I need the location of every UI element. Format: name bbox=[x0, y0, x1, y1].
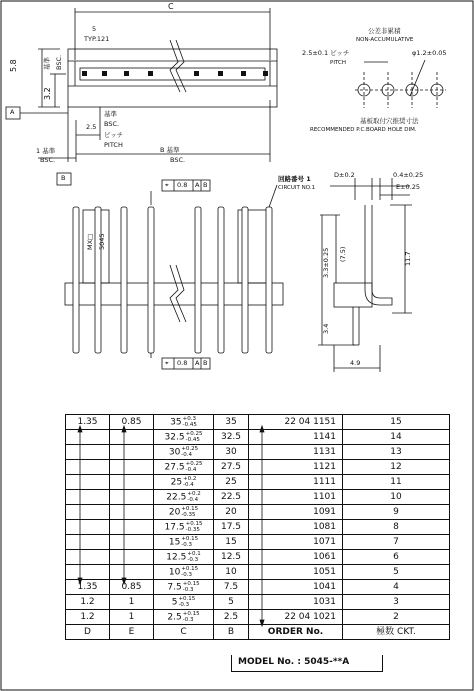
table-row bbox=[66, 520, 450, 535]
cell-d: 1.35 bbox=[66, 580, 110, 595]
circuit-en: CIRCUIT NO.1 bbox=[278, 185, 316, 191]
cell-c: 12.5 +0.1 -0.3 bbox=[154, 550, 214, 565]
cell-c: 5 +0.15 -0.3 bbox=[154, 595, 214, 610]
typ-label: TYP.121 bbox=[84, 35, 110, 43]
cell-d bbox=[66, 490, 110, 505]
kijun-v: 基準 bbox=[43, 57, 51, 70]
dim-33: 3.3±0.25 bbox=[322, 247, 330, 278]
cell-ckt: 12 bbox=[343, 460, 450, 475]
header-ckt: 極数 CKT. bbox=[343, 625, 450, 640]
cell-d bbox=[66, 460, 110, 475]
cell-b: 17.5 bbox=[214, 520, 249, 535]
dim-d: D±0.2 bbox=[334, 171, 355, 179]
gdt-top-a: A bbox=[195, 181, 200, 189]
cell-ckt: 7 bbox=[343, 535, 450, 550]
bsc-b: BSC. bbox=[170, 156, 186, 164]
cell-order: 1031 bbox=[249, 595, 343, 610]
cell-order: 22 04 1021 bbox=[249, 610, 343, 625]
table-row bbox=[66, 460, 450, 475]
pitch-dim: 2.5±0.1 ピッチ bbox=[302, 49, 350, 57]
table-row bbox=[66, 550, 450, 565]
cell-e: 1 bbox=[110, 610, 154, 625]
gdt-bottom-val: 0.8 bbox=[177, 359, 188, 367]
cell-c: 22.5 +0.2 -0.4 bbox=[154, 490, 214, 505]
header-order: ORDER No. bbox=[249, 625, 343, 640]
cell-e: 1 bbox=[110, 595, 154, 610]
cell-b: 30 bbox=[214, 445, 249, 460]
cell-b: 15 bbox=[214, 535, 249, 550]
cell-d: 1.2 bbox=[66, 610, 110, 625]
cell-e bbox=[110, 475, 154, 490]
cell-ckt: 15 bbox=[343, 415, 450, 430]
cell-e bbox=[110, 460, 154, 475]
gdt-top-b: B bbox=[203, 181, 208, 189]
pitch-label: PITCH bbox=[330, 60, 346, 66]
dim-34: 3.4 bbox=[322, 323, 330, 334]
cell-order: 1141 bbox=[249, 430, 343, 445]
cell-e bbox=[110, 445, 154, 460]
table-row bbox=[66, 610, 450, 625]
cell-order: 1041 bbox=[249, 580, 343, 595]
cell-ckt: 4 bbox=[343, 580, 450, 595]
cell-c: 27.5 +0.25 -0.4 bbox=[154, 460, 214, 475]
dim-c-label: C bbox=[168, 2, 174, 11]
cell-e bbox=[110, 505, 154, 520]
table-row bbox=[66, 580, 450, 595]
cell-b: 12.5 bbox=[214, 550, 249, 565]
mark-mx: MX□ bbox=[86, 233, 94, 250]
cell-c: 7.5 +0.15 -0.3 bbox=[154, 580, 214, 595]
hole-dim: φ1.2±0.05 bbox=[412, 49, 447, 57]
spec-table bbox=[65, 414, 450, 640]
dim-58: 5.8 bbox=[9, 59, 18, 72]
cell-c: 35 +0.3 -0.45 bbox=[154, 415, 214, 430]
table-row bbox=[66, 490, 450, 505]
dim-32: 3.2 bbox=[43, 87, 52, 100]
cell-b: 10 bbox=[214, 565, 249, 580]
cell-c: 2.5 +0.15 -0.3 bbox=[154, 610, 214, 625]
cell-b: 27.5 bbox=[214, 460, 249, 475]
table-row bbox=[66, 475, 450, 490]
cell-c: 17.5 +0.15 -0.35 bbox=[154, 520, 214, 535]
cell-d bbox=[66, 535, 110, 550]
gdt-top-sym: ⌖ bbox=[165, 181, 169, 189]
mark-num: 5045 bbox=[98, 233, 106, 250]
table-row bbox=[66, 415, 450, 430]
kijun-h: 基準 bbox=[104, 110, 117, 118]
cell-ckt: 9 bbox=[343, 505, 450, 520]
header-b: B bbox=[214, 625, 249, 640]
cell-order: 1061 bbox=[249, 550, 343, 565]
dim-75: (7.5) bbox=[339, 246, 347, 262]
cell-d bbox=[66, 505, 110, 520]
cell-d: 1.35 bbox=[66, 415, 110, 430]
model-number: MODEL No. : 5045-**A bbox=[238, 657, 350, 667]
cell-order: 1081 bbox=[249, 520, 343, 535]
cell-order: 1121 bbox=[249, 460, 343, 475]
cell-order: 1131 bbox=[249, 445, 343, 460]
cell-b: 22.5 bbox=[214, 490, 249, 505]
cell-d bbox=[66, 550, 110, 565]
gdt-top-val: 0.8 bbox=[177, 181, 188, 189]
cell-c: 10 +0.15 -0.3 bbox=[154, 565, 214, 580]
dim-25: 2.5 bbox=[86, 123, 97, 131]
gdt-bottom-b: B bbox=[203, 359, 208, 367]
cell-d bbox=[66, 520, 110, 535]
cell-ckt: 10 bbox=[343, 490, 450, 505]
dim-117: 11.7 bbox=[404, 251, 412, 266]
table-row bbox=[66, 505, 450, 520]
header-c: C bbox=[154, 625, 214, 640]
typ-note: 5 bbox=[92, 25, 97, 33]
datum-a: A bbox=[10, 108, 15, 116]
table-row bbox=[66, 535, 450, 550]
cell-ckt: 13 bbox=[343, 445, 450, 460]
cell-e bbox=[110, 535, 154, 550]
table-row bbox=[66, 565, 450, 580]
cell-order: 1091 bbox=[249, 505, 343, 520]
cell-ckt: 5 bbox=[343, 565, 450, 580]
cell-e bbox=[110, 550, 154, 565]
dim-49: 4.9 bbox=[350, 359, 361, 367]
cell-c: 20 +0.15 -0.35 bbox=[154, 505, 214, 520]
gdt-bottom-a: A bbox=[195, 359, 200, 367]
bsc-h: BSC. bbox=[104, 120, 120, 128]
circuit-jp: 回路番号 1 bbox=[278, 175, 311, 183]
pitch-jp: ピッチ bbox=[104, 131, 124, 139]
dim-04: 0.4±0.25 bbox=[393, 171, 424, 179]
kijun-1: 1 基準 bbox=[36, 147, 56, 155]
cell-c: 25 +0.2 -0.4 bbox=[154, 475, 214, 490]
table-header-row bbox=[66, 625, 450, 640]
cell-order: 1101 bbox=[249, 490, 343, 505]
b-kijun: B 基準 bbox=[160, 146, 180, 154]
cell-ckt: 8 bbox=[343, 520, 450, 535]
cell-b: 35 bbox=[214, 415, 249, 430]
bsc-v: BSC. bbox=[55, 54, 63, 70]
table-row bbox=[66, 595, 450, 610]
cell-c: 15 +0.15 -0.3 bbox=[154, 535, 214, 550]
dim-e: E±0.25 bbox=[396, 183, 421, 191]
cell-ckt: 6 bbox=[343, 550, 450, 565]
cell-ckt: 2 bbox=[343, 610, 450, 625]
rec-jp: 基板取付穴推奨寸法 bbox=[360, 117, 419, 125]
cell-c: 32.5 +0.25 -0.45 bbox=[154, 430, 214, 445]
gdt-bottom-sym: ⌖ bbox=[165, 359, 169, 367]
cell-order: 1071 bbox=[249, 535, 343, 550]
cell-ckt: 3 bbox=[343, 595, 450, 610]
cell-ckt: 14 bbox=[343, 430, 450, 445]
cell-order: 22 04 1151 bbox=[249, 415, 343, 430]
cell-e: 0.85 bbox=[110, 580, 154, 595]
cell-d bbox=[66, 565, 110, 580]
cell-d: 1.2 bbox=[66, 595, 110, 610]
model-box bbox=[231, 655, 383, 672]
datum-b: B bbox=[61, 174, 66, 182]
header-e: E bbox=[110, 625, 154, 640]
non-acc-jp: 公差非累積 bbox=[368, 27, 401, 35]
cell-b: 32.5 bbox=[214, 430, 249, 445]
cell-e bbox=[110, 490, 154, 505]
cell-e bbox=[110, 565, 154, 580]
cell-d bbox=[66, 475, 110, 490]
cell-b: 2.5 bbox=[214, 610, 249, 625]
cell-b: 20 bbox=[214, 505, 249, 520]
cell-b: 5 bbox=[214, 595, 249, 610]
cell-c: 30 +0.25 -0.4 bbox=[154, 445, 214, 460]
cell-e: 0.85 bbox=[110, 415, 154, 430]
bsc-1: BSC. bbox=[40, 156, 56, 164]
rec-en: RECOMMENDED P.C.BOARD HOLE DIM. bbox=[310, 127, 417, 133]
cell-d bbox=[66, 430, 110, 445]
cell-b: 7.5 bbox=[214, 580, 249, 595]
cell-b: 25 bbox=[214, 475, 249, 490]
pitch-en: PITCH bbox=[104, 141, 123, 149]
header-d: D bbox=[66, 625, 110, 640]
table-row bbox=[66, 430, 450, 445]
non-acc-en: NON-ACCUMULATIVE bbox=[356, 37, 414, 43]
cell-order: 1051 bbox=[249, 565, 343, 580]
cell-d bbox=[66, 445, 110, 460]
cell-e bbox=[110, 430, 154, 445]
cell-ckt: 11 bbox=[343, 475, 450, 490]
cell-e bbox=[110, 520, 154, 535]
cell-order: 1111 bbox=[249, 475, 343, 490]
table-row bbox=[66, 445, 450, 460]
